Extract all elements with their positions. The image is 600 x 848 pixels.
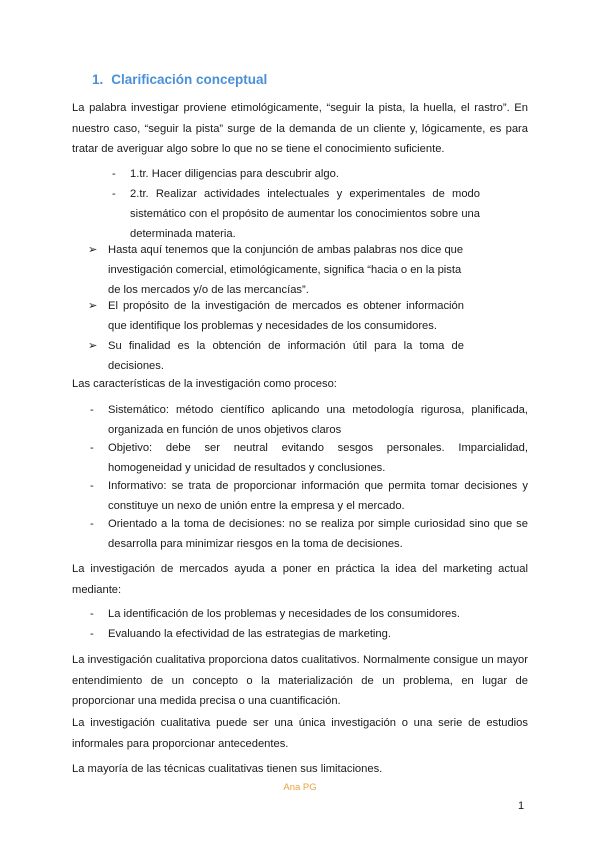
dash-marker: - [90, 442, 94, 454]
arrow-marker: ➢ [88, 244, 98, 256]
arrow-point: Hasta aquí tenemos que la conjunción de ambas palabras nos dice que investigación comercial, etimológicamente, significa “hacia o en la pista de los mercados y/o de las mercancías”. [108, 244, 464, 296]
page-number: 1 [518, 800, 525, 812]
characteristic-item: Objetivo: debe ser neutral evitando sesgos personales. Imparcialidad, homogeneidad y unicidad de resultados y conclusiones. [108, 442, 528, 474]
characteristic-item: Informativo: se trata de proporcionar información que permita tomar decisiones y constituye un nexo de unión entre la empresa y el mercado. [108, 480, 528, 512]
arrow-marker: ➢ [88, 340, 98, 352]
section-heading [92, 72, 267, 87]
definition-item: 1.tr. Hacer diligencias para descubrir algo. [130, 168, 339, 180]
arrow-point: El propósito de la investigación de mercados es obtener información que identifique los problemas y necesidades de los consumidores. [108, 300, 464, 332]
arrow-marker: ➢ [88, 300, 98, 312]
dash-marker: - [112, 168, 116, 180]
dash-marker: - [90, 480, 94, 492]
section-title: Clarificación conceptual [111, 72, 268, 87]
qualitative-paragraph-3: La mayoría de las técnicas cualitativas tienen sus limitaciones. [72, 763, 383, 775]
dash-marker: - [112, 188, 116, 200]
qualitative-paragraph-2: La investigación cualitativa puede ser una única investigación o una serie de estudios informales para proporcionar antecedentes. [72, 717, 528, 750]
marketing-point: Evaluando la efectividad de las estrategias de marketing. [108, 628, 391, 640]
characteristic-item: Sistemático: método científico aplicando una metodología rigurosa, planificada, organizada en función de unos objetivos claros [108, 404, 528, 436]
section-number: 1. [92, 72, 104, 87]
characteristics-intro: Las características de la investigación como proceso: [72, 378, 337, 390]
intro-paragraph: La palabra investigar proviene etimológicamente, “seguir la pista, la huella, el rastro”. En nuestro caso, “seguir la pista” surge de la demanda de un cliente y, lógicamente, es para tratar de averiguar algo sobre lo que no se tiene el conocimiento suficiente. [72, 102, 528, 155]
definition-item: 2.tr. Realizar actividades intelectuales y experimentales de modo sistemático con el propósito de aumentar los conocimientos sobre una determinada materia. [130, 188, 480, 240]
marketing-point: La identificación de los problemas y necesidades de los consumidores. [108, 608, 460, 620]
footer-author: Ana PG [283, 782, 317, 793]
marketing-intro: La investigación de mercados ayuda a poner en práctica la idea del marketing actual mediante: [72, 563, 528, 596]
dash-marker: - [90, 608, 94, 620]
arrow-point: Su finalidad es la obtención de información útil para la toma de decisiones. [108, 340, 464, 372]
characteristic-item: Orientado a la toma de decisiones: no se realiza por simple curiosidad sino que se desarrolla para minimizar riesgos en la toma de decisiones. [108, 518, 528, 550]
dash-marker: - [90, 518, 94, 530]
dash-marker: - [90, 628, 94, 640]
dash-marker: - [90, 404, 94, 416]
qualitative-paragraph-1: La investigación cualitativa proporciona datos cualitativos. Normalmente consigue un mayor entendimiento de un concepto o la materialización de un problema, en lugar de proporcionar una medida precisa o una cuantificación. [72, 654, 528, 707]
